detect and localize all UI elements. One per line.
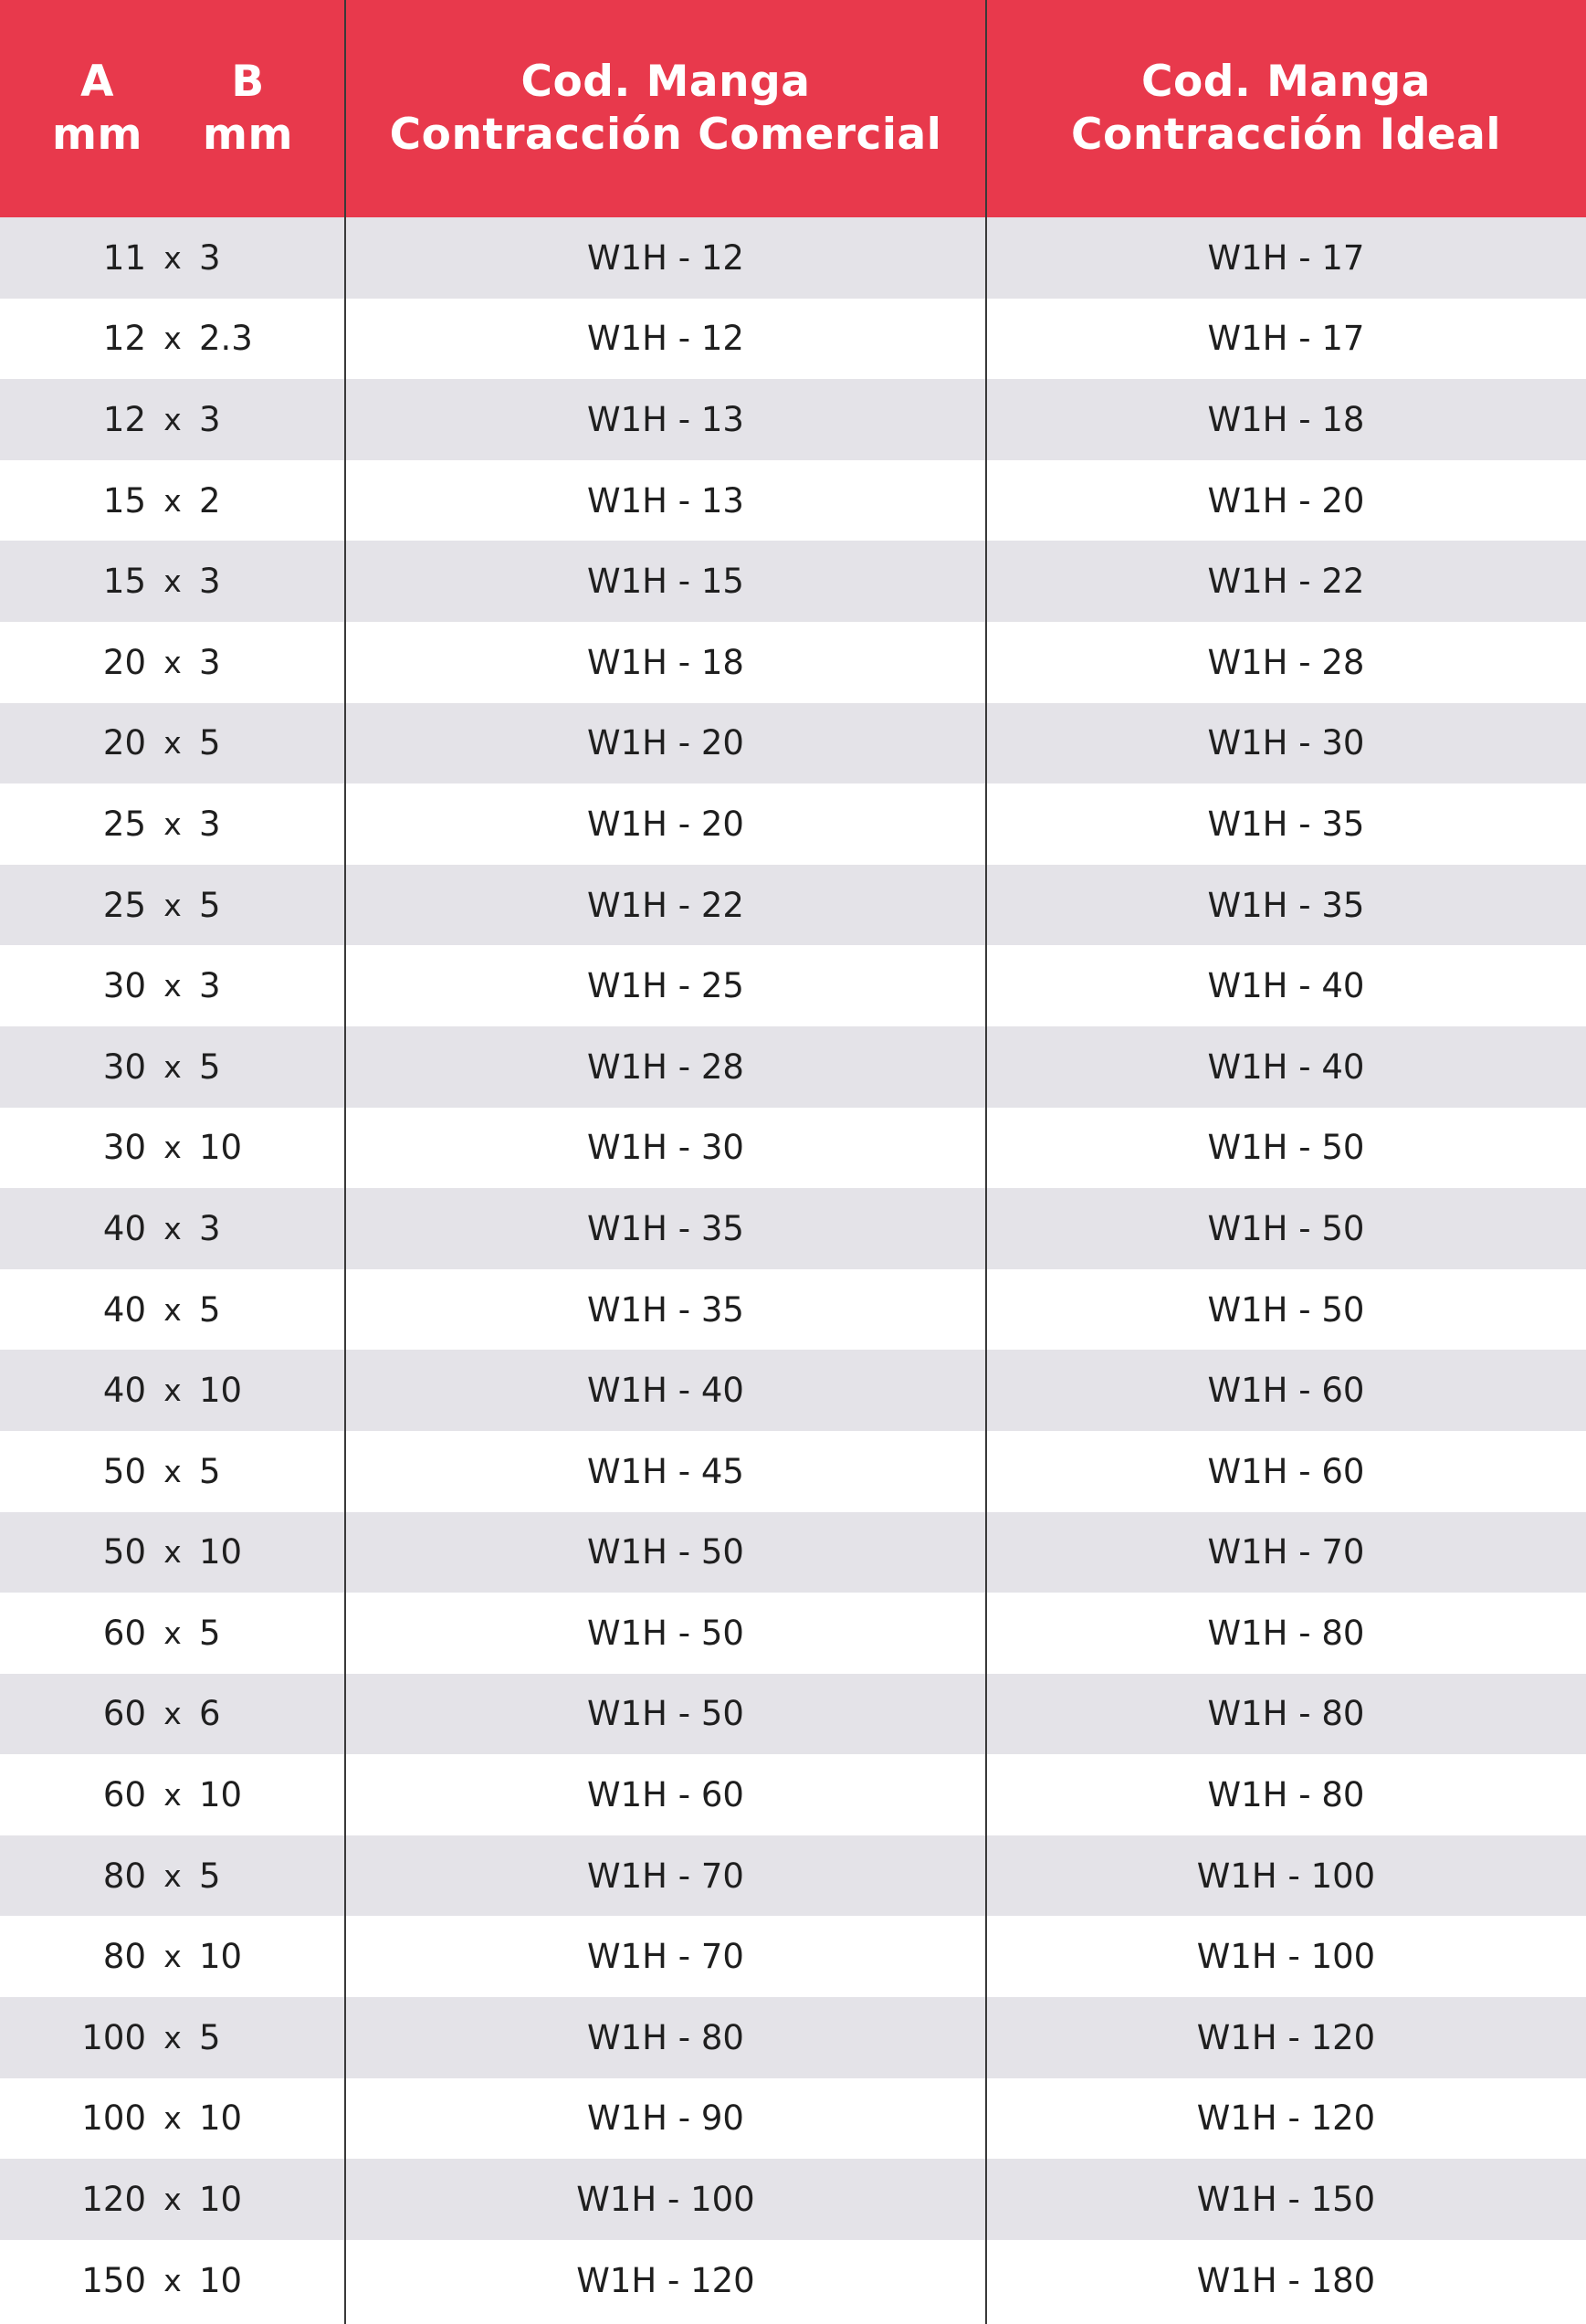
commercial-code-cell: W1H - 100 [576, 2180, 755, 2220]
dimension-value [64, 481, 281, 521]
dimension-a: 50 [102, 1451, 146, 1491]
table-row [0, 1431, 1586, 1512]
dimension-a: 60 [102, 1694, 146, 1734]
ideal-code-cell: W1H - 50 [1207, 1208, 1365, 1248]
dimension-value [64, 319, 281, 358]
header-ideal [986, 0, 1586, 217]
table-row [0, 2078, 1586, 2160]
column-divider [344, 0, 346, 2324]
dimension-cell [0, 622, 345, 703]
table-row [0, 783, 1586, 865]
dimension-separator: x [163, 1696, 182, 1732]
ideal-code-cell: W1H - 60 [1207, 1371, 1365, 1411]
table-row [0, 1754, 1586, 1835]
dimension-value [64, 1856, 281, 1896]
commercial-code-cell: W1H - 120 [576, 2260, 755, 2300]
dimension-b: 3 [199, 1208, 221, 1248]
dimension-b: 5 [199, 1046, 221, 1087]
table-row [0, 379, 1586, 460]
dimension-b: 5 [199, 1289, 221, 1330]
dimension-value [64, 966, 281, 1005]
dimension-separator: x [163, 968, 182, 1004]
dimension-cell [0, 1512, 345, 1593]
header-col-b [173, 56, 323, 162]
dimension-separator: x [163, 1210, 182, 1246]
ideal-code-cell: W1H - 50 [1207, 1128, 1365, 1168]
commercial-code-cell: W1H - 70 [587, 1856, 744, 1896]
dimension-a: 100 [81, 2098, 146, 2139]
dimension-b: 10 [199, 2260, 243, 2300]
dimension-separator: x [163, 239, 182, 276]
table-header [0, 0, 1586, 217]
dimension-cell [0, 783, 345, 865]
dimension-a: 15 [102, 562, 146, 602]
dimension-separator: x [163, 1614, 182, 1651]
header-dimensions [0, 0, 345, 217]
header-col-b-label: B [231, 57, 265, 107]
dimension-value [64, 886, 281, 925]
table-row [0, 541, 1586, 622]
dimension-separator: x [163, 2100, 182, 2137]
commercial-code-cell: W1H - 35 [587, 1208, 744, 1248]
ideal-code-cell: W1H - 17 [1207, 319, 1365, 359]
dimension-value [64, 723, 281, 762]
dimension-cell [0, 1674, 345, 1755]
commercial-code-cell: W1H - 90 [587, 2098, 744, 2139]
table-row [0, 2240, 1586, 2321]
dimension-separator: x [163, 1048, 182, 1085]
dimension-cell [0, 1269, 345, 1351]
dimension-separator: x [163, 1939, 182, 1975]
dimension-value [64, 2180, 281, 2219]
dimension-b: 5 [199, 885, 221, 925]
table-row [0, 865, 1586, 946]
ideal-code-cell: W1H - 40 [1207, 966, 1365, 1006]
dimension-value [64, 562, 281, 601]
dimension-b: 10 [199, 1937, 243, 1977]
header-commercial-line1: Cod. Manga [520, 57, 811, 107]
commercial-code-cell: W1H - 22 [587, 885, 744, 925]
dimension-value [64, 1452, 281, 1491]
dimension-a: 12 [102, 319, 146, 359]
ideal-code-cell: W1H - 120 [1196, 2017, 1376, 2057]
ideal-code-cell: W1H - 18 [1207, 399, 1365, 439]
dimension-b: 10 [199, 1532, 243, 1572]
dimension-cell [0, 217, 345, 299]
commercial-code-cell: W1H - 80 [587, 2017, 744, 2057]
dimension-value [64, 238, 281, 278]
dimension-cell [0, 1916, 345, 1997]
dimension-a: 150 [81, 2260, 146, 2300]
header-ideal-line1: Cod. Manga [1141, 57, 1431, 107]
dimension-cell [0, 865, 345, 946]
ideal-code-cell: W1H - 150 [1196, 2180, 1376, 2220]
table-row [0, 1108, 1586, 1189]
dimension-value [64, 1128, 281, 1167]
dimension-cell [0, 1754, 345, 1835]
dimension-b: 5 [199, 1613, 221, 1653]
commercial-code-cell: W1H - 15 [587, 562, 744, 602]
table-row [0, 1512, 1586, 1593]
dimension-a: 40 [102, 1289, 146, 1330]
dimension-cell [0, 945, 345, 1026]
table-row [0, 1593, 1586, 1674]
dimension-separator: x [163, 321, 182, 357]
commercial-code-cell: W1H - 13 [587, 480, 744, 521]
dimension-separator: x [163, 1372, 182, 1409]
dimension-separator: x [163, 563, 182, 600]
table-row [0, 1674, 1586, 1755]
dimension-value [64, 1532, 281, 1572]
table-row [0, 1916, 1586, 1997]
commercial-code-cell: W1H - 20 [587, 804, 744, 844]
dimension-a: 120 [81, 2180, 146, 2220]
dimension-a: 80 [102, 1856, 146, 1896]
table-row [0, 622, 1586, 703]
ideal-code-cell: W1H - 22 [1207, 562, 1365, 602]
ideal-code-cell: W1H - 80 [1207, 1613, 1365, 1653]
commercial-code-cell: W1H - 12 [587, 237, 744, 278]
dimension-a: 30 [102, 966, 146, 1006]
dimension-cell [0, 1026, 345, 1108]
commercial-code-cell: W1H - 12 [587, 319, 744, 359]
dimension-a: 100 [81, 2017, 146, 2057]
dimension-value [64, 643, 281, 682]
ideal-code-cell: W1H - 70 [1207, 1532, 1365, 1572]
dimension-b: 10 [199, 2180, 243, 2220]
table-row [0, 1835, 1586, 1917]
dimension-cell [0, 299, 345, 380]
dimension-separator: x [163, 482, 182, 519]
dimension-b: 10 [199, 1371, 243, 1411]
commercial-code-cell: W1H - 45 [587, 1451, 744, 1491]
dimension-b: 3 [199, 804, 221, 844]
ideal-code-cell: W1H - 40 [1207, 1046, 1365, 1087]
dimension-value [64, 400, 281, 439]
dimension-a: 80 [102, 1937, 146, 1977]
ideal-code-cell: W1H - 60 [1207, 1451, 1365, 1491]
dimension-separator: x [163, 725, 182, 762]
dimension-b: 3 [199, 966, 221, 1006]
header-commercial [345, 0, 986, 217]
dimension-a: 40 [102, 1371, 146, 1411]
dimension-b: 10 [199, 1775, 243, 1815]
dimension-cell [0, 1997, 345, 2078]
table-body [0, 217, 1586, 2320]
ideal-code-cell: W1H - 180 [1196, 2260, 1376, 2300]
dimension-a: 30 [102, 1128, 146, 1168]
ideal-code-cell: W1H - 80 [1207, 1775, 1365, 1815]
dimension-a: 50 [102, 1532, 146, 1572]
dimension-cell [0, 1431, 345, 1512]
dimension-separator: x [163, 644, 182, 680]
dimension-separator: x [163, 1130, 182, 1166]
ideal-code-cell: W1H - 30 [1207, 723, 1365, 763]
table-row [0, 1997, 1586, 2078]
dimension-value [64, 1290, 281, 1330]
dimension-value [64, 1209, 281, 1248]
header-col-b-unit: mm [203, 110, 293, 160]
dimension-value [64, 1047, 281, 1087]
table-row [0, 703, 1586, 784]
commercial-code-cell: W1H - 28 [587, 1046, 744, 1087]
table-row [0, 945, 1586, 1026]
dimension-b: 3 [199, 562, 221, 602]
commercial-code-cell: W1H - 70 [587, 1937, 744, 1977]
ideal-code-cell: W1H - 28 [1207, 642, 1365, 682]
commercial-code-cell: W1H - 13 [587, 399, 744, 439]
dimension-value [64, 1937, 281, 1976]
dimension-a: 11 [102, 237, 146, 278]
commercial-code-cell: W1H - 60 [587, 1775, 744, 1815]
ideal-code-cell: W1H - 120 [1196, 2098, 1376, 2139]
dimension-b: 3 [199, 237, 221, 278]
dimension-cell [0, 1593, 345, 1674]
table-row [0, 2159, 1586, 2240]
dimension-a: 60 [102, 1613, 146, 1653]
dimension-cell [0, 541, 345, 622]
header-commercial-line2: Contracción Comercial [389, 110, 942, 160]
dimension-value [64, 1371, 281, 1410]
dimension-value [64, 2018, 281, 2057]
dimension-separator: x [163, 805, 182, 842]
dimension-separator: x [163, 1857, 182, 1894]
header-col-a-label: A [80, 57, 114, 107]
dimension-cell [0, 460, 345, 542]
commercial-code-cell: W1H - 30 [587, 1128, 744, 1168]
commercial-code-cell: W1H - 18 [587, 642, 744, 682]
ideal-code-cell: W1H - 80 [1207, 1694, 1365, 1734]
header-ideal-line2: Contracción Ideal [1071, 110, 1501, 160]
dimension-separator: x [163, 1453, 182, 1489]
table-row [0, 460, 1586, 542]
ideal-code-cell: W1H - 17 [1207, 237, 1365, 278]
dimension-value [64, 2098, 281, 2138]
dimension-a: 60 [102, 1775, 146, 1815]
table-row [0, 299, 1586, 380]
dimension-a: 12 [102, 399, 146, 439]
commercial-code-cell: W1H - 50 [587, 1694, 744, 1734]
dimension-b: 2.3 [199, 319, 253, 359]
dimension-separator: x [163, 2262, 182, 2298]
dimension-separator: x [163, 2182, 182, 2218]
ideal-code-cell: W1H - 35 [1207, 885, 1365, 925]
dimension-b: 5 [199, 1856, 221, 1896]
dimension-cell [0, 1188, 345, 1269]
commercial-code-cell: W1H - 50 [587, 1532, 744, 1572]
ideal-code-cell: W1H - 100 [1196, 1937, 1376, 1977]
header-col-a [22, 56, 173, 162]
dimension-b: 5 [199, 2017, 221, 2057]
dimension-a: 40 [102, 1208, 146, 1248]
table-row [0, 217, 1586, 299]
dimension-b: 10 [199, 1128, 243, 1168]
commercial-code-cell: W1H - 50 [587, 1613, 744, 1653]
dimension-a: 15 [102, 480, 146, 521]
commercial-code-cell: W1H - 25 [587, 966, 744, 1006]
dimension-a: 25 [102, 804, 146, 844]
dimension-cell [0, 1835, 345, 1917]
ideal-code-cell: W1H - 100 [1196, 1856, 1376, 1896]
column-divider [985, 0, 987, 2324]
dimension-separator: x [163, 2019, 182, 2056]
commercial-code-cell: W1H - 40 [587, 1371, 744, 1411]
dimension-value [64, 804, 281, 844]
dimension-value [64, 1775, 281, 1814]
dimension-a: 25 [102, 885, 146, 925]
dimension-b: 3 [199, 642, 221, 682]
table-row [0, 1188, 1586, 1269]
dimension-separator: x [163, 1534, 182, 1571]
dimension-cell [0, 2078, 345, 2160]
table-row [0, 1269, 1586, 1351]
dimension-value [64, 1694, 281, 1733]
dimension-cell [0, 1108, 345, 1189]
dimension-a: 20 [102, 723, 146, 763]
dimension-value [64, 1614, 281, 1653]
dimension-a: 30 [102, 1046, 146, 1087]
dimension-b: 10 [199, 2098, 243, 2139]
dimension-b: 6 [199, 1694, 221, 1734]
dimension-cell [0, 2159, 345, 2240]
dimension-b: 5 [199, 1451, 221, 1491]
ideal-code-cell: W1H - 35 [1207, 804, 1365, 844]
dimension-value [64, 2261, 281, 2300]
commercial-code-cell: W1H - 20 [587, 723, 744, 763]
table-row [0, 1350, 1586, 1431]
dimension-b: 2 [199, 480, 221, 521]
dimension-cell [0, 703, 345, 784]
table-row [0, 1026, 1586, 1108]
header-col-a-unit: mm [52, 110, 142, 160]
dimension-b: 3 [199, 399, 221, 439]
commercial-code-cell: W1H - 35 [587, 1289, 744, 1330]
ideal-code-cell: W1H - 50 [1207, 1289, 1365, 1330]
dimension-cell [0, 2240, 345, 2321]
dimension-cell [0, 1350, 345, 1431]
dimension-separator: x [163, 1777, 182, 1814]
ideal-code-cell: W1H - 20 [1207, 480, 1365, 521]
dimension-b: 5 [199, 723, 221, 763]
dimension-separator: x [163, 401, 182, 437]
dimension-a: 20 [102, 642, 146, 682]
dimension-separator: x [163, 887, 182, 923]
dimension-cell [0, 379, 345, 460]
dimension-separator: x [163, 1291, 182, 1328]
